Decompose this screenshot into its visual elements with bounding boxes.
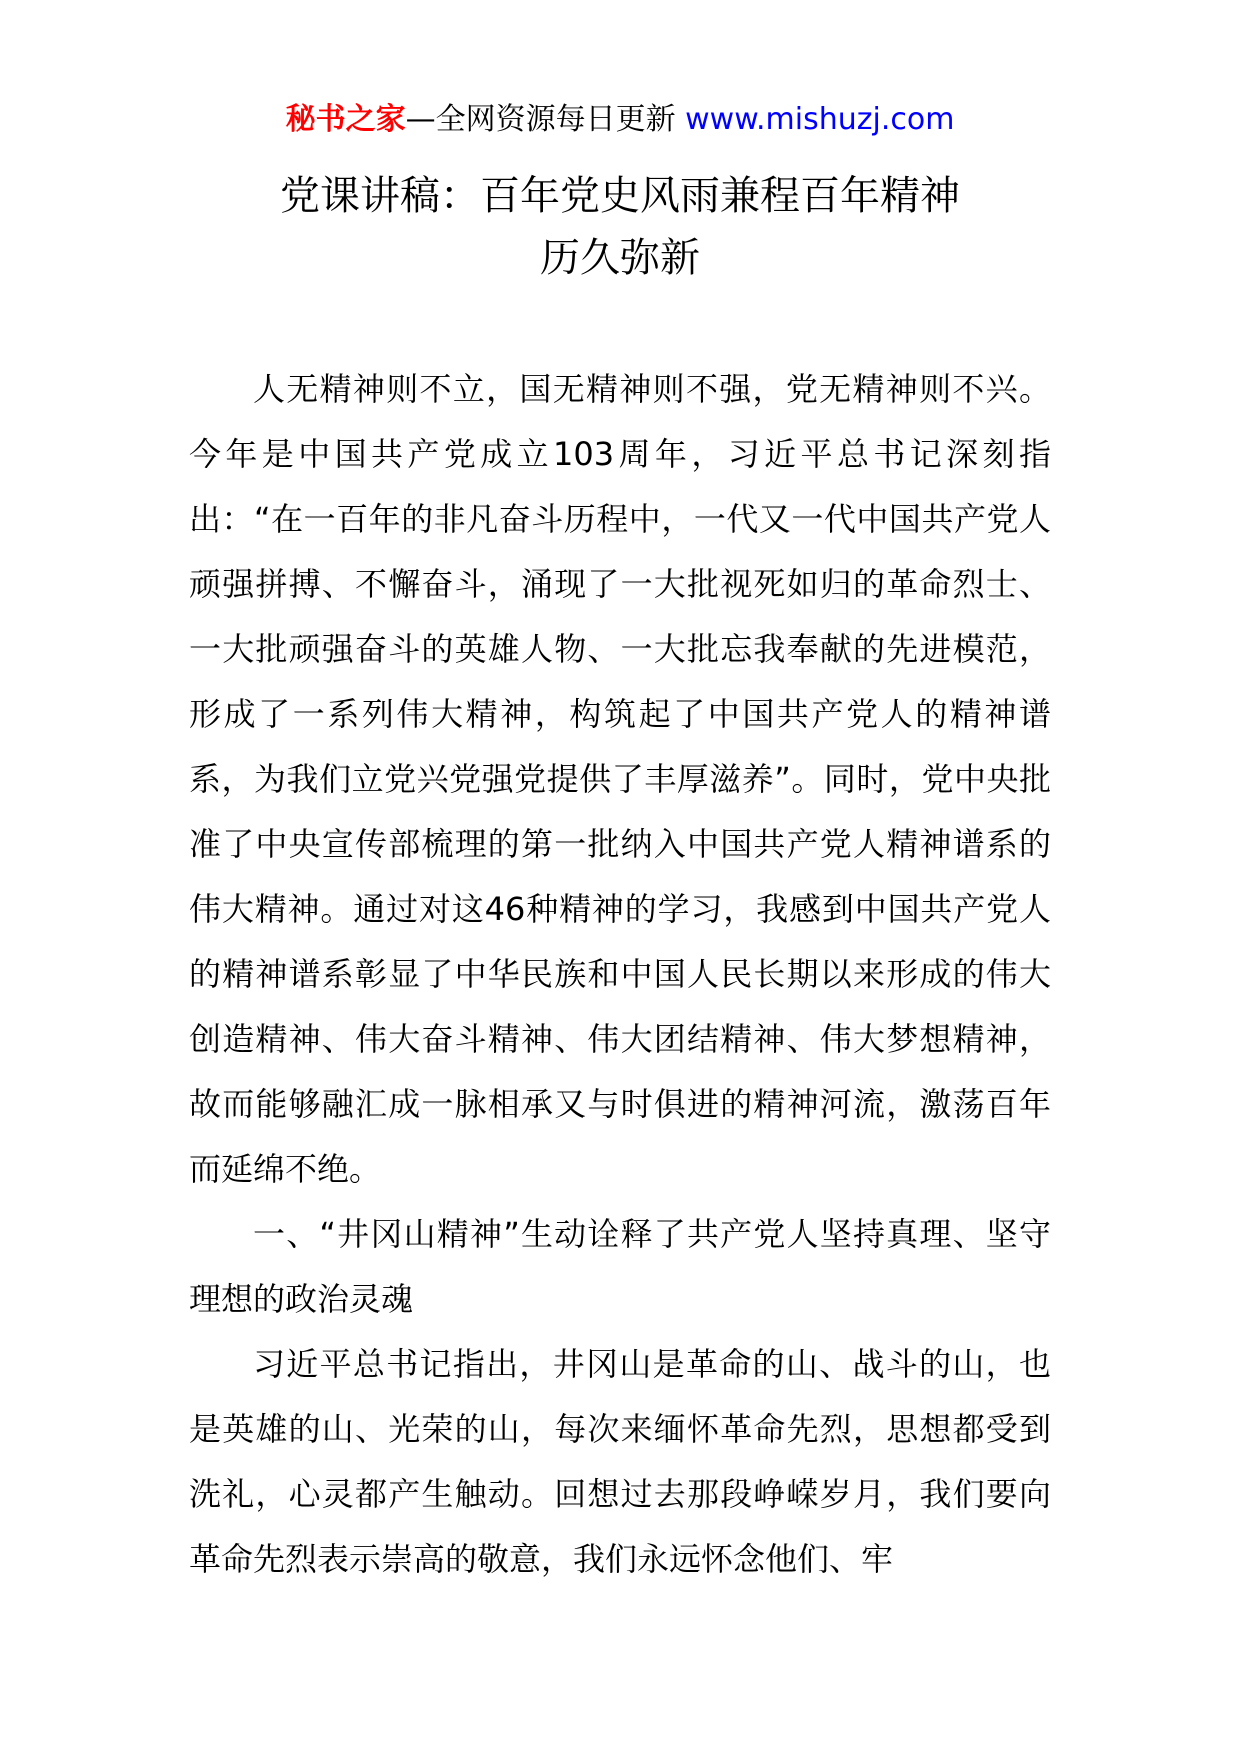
section-heading-1: 一、“井冈山精神”生动诠释了共产党人坚持真理、坚守理想的政治灵魂 xyxy=(189,1215,1051,1318)
site-header xyxy=(0,100,1240,140)
section-1-paragraph: 习近平总书记指出，井冈山是革命的山、战斗的山，也是英雄的山、光荣的山，每次来缅怀革命先烈，思想都受到洗礼，心灵都产生触动。回想过去那段峥嵘岁月，我们要向革命先烈表示崇高的敬意，我们永远怀念他们、牢 xyxy=(189,1345,1051,1578)
document-title xyxy=(0,165,1240,289)
document-title-line-2: 历久弥新 xyxy=(540,235,700,281)
document-body xyxy=(189,357,1051,1592)
site-tagline: —全网资源每日更新 xyxy=(405,102,676,137)
site-brand: 秘书之家 xyxy=(285,102,406,137)
intro-paragraph: 人无精神则不立，国无精神则不强，党无精神则不兴。今年是中国共产党成立103周年，习近平总书记深刻指出：“在一百年的非凡奋斗历程中，一代又一代中国共产党人顽强拼搏、不懈奋斗，涌现了一大批视死如归的革命烈士、一大批顽强奋斗的英雄人物、一大批忘我奉献的先进模范，形成了一系列伟大精神，构筑起了中国共产党人的精神谱系，为我们立党兴党强党提供了丰厚滋养”。同时，党中央批准了中央宣传部梳理的第一批纳入中国共产党人精神谱系的伟大精神。通过对这46种精神的学习，我感到中国共产党人的精神谱系彰显了中华民族和中国人民长期以来形成的伟大创造精神、伟大奋斗精神、伟大团结精神、伟大梦想精神，故而能够融汇成一脉相承又与时俱进的精神河流，激荡百年而延绵不绝。 xyxy=(189,370,1051,1188)
document-title-line-1: 党课讲稿：百年党史风雨兼程百年精神 xyxy=(280,173,960,219)
site-url-link[interactable]: www.mishuzj.com xyxy=(685,102,955,137)
